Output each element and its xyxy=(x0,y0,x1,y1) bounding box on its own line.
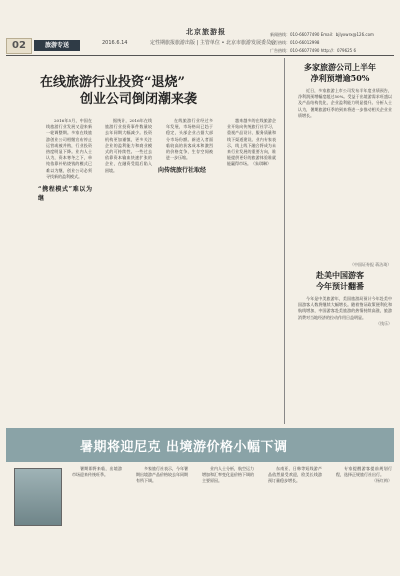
bottom-headline: 暑期将迎尼克 出境游价格小幅下调 xyxy=(80,440,288,455)
article-paragraph: 今年是中美旅游年，美国旅游局预计今年赴美中国游客人数将继续大幅增长。随着签证政策便利化和航线增加，中国游客赴美旅游的热情持续高涨，旅游消费对当地经济的拉动作用日益明显。 xyxy=(298,296,392,320)
masthead: 北京旅游报 xyxy=(186,28,226,36)
sponsor-line: 定性期旅报旅游出版 | 主管单位 • 北京市旅游发展委员会 xyxy=(150,40,276,46)
article-paragraph: 东南亚、日韩等短线游产品依然最受欢迎，欧美长线游预订量稳步增长。 xyxy=(268,466,322,484)
section-tab: 旅游专送 xyxy=(34,40,80,51)
side-headline xyxy=(290,62,390,84)
byline: （钱乐） xyxy=(376,320,392,326)
article-paragraph: 2016年5月，中国在线旅游行业发展又迎来新一轮调整期。多家在线旅游创业公司相继宣布停止运营或被并购，行业投资热度明显下降。业内人士认为，资本寒冬之下，单纯依靠补贴烧钱的模式已难以为继，创业公司必须寻找新的盈利模式。 xyxy=(46,118,92,179)
article-column xyxy=(158,118,213,424)
article-paragraph: 业内人士分析，航空运力增加和汇率变化是价格下调的主要原因。 xyxy=(202,466,254,484)
article-column xyxy=(260,466,322,572)
article-paragraph: 据统计，2016年在线旅游行业投资事件数量较去年同期大幅减少。投资机构更加谨慎，更多关注企业的盈利能力和商业模式的可持续性。一些过去依靠资本输血快速扩张的企业，在融资受阻后陷入困境。 xyxy=(105,118,152,173)
headline-line: 净利预增逾50% xyxy=(310,73,370,83)
byline: （杨红梅） xyxy=(372,478,392,484)
contact-line: 新闻热线：010-66077490 Email：bjlyxwrx@126.com xyxy=(270,32,374,37)
header-rule xyxy=(6,55,394,56)
article-paragraph: 多家旅行社表示，今年暑期出境游产品价格较去年同期有所下调。 xyxy=(136,466,188,484)
main-headline xyxy=(40,74,270,108)
article-column xyxy=(194,466,254,572)
headline-line: 多家旅游公司上半年 xyxy=(304,62,376,72)
contact-line: 发行热线：010-66012998 xyxy=(270,40,320,45)
article-paragraph: 暑期即将来临，出境游市场迎来传统旺季。 xyxy=(72,466,122,478)
article-column xyxy=(64,466,122,572)
side-headline xyxy=(290,270,390,292)
article-column xyxy=(38,118,92,424)
contact-info xyxy=(270,32,396,56)
article-paragraph: 专家提醒游客提前规划行程，选择正规旅行社出行。 xyxy=(336,466,392,478)
headline-line: 今年预计翻番 xyxy=(316,281,364,291)
issue-date: 2016.6.14 xyxy=(102,40,128,46)
column-divider xyxy=(284,58,285,424)
article-column xyxy=(97,118,152,424)
article-column xyxy=(128,466,188,572)
article-subhead: 向传统旅行社取经 xyxy=(158,167,207,175)
page-number: 02 xyxy=(6,38,32,54)
side-article xyxy=(290,296,392,424)
headline-line: 赴美中国游客 xyxy=(316,270,364,280)
byline: （中国证券报 蒋洁琦） xyxy=(350,262,392,267)
article-paragraph: 近日，多家旅游上市公司发布半年度业绩预告，净利润预增幅度超过50%。受益于出境游需求旺盛以及产品结构优化，企业盈利能力明显提升。分析人士认为，暑期旅游旺季的到来将进一步推动相关企业业绩增长。 xyxy=(298,88,392,118)
article-paragraph: 越来越多的在线旅游企业开始向传统旅行社学习，重视产品设计、服务质量和线下渠道建设。业内专家表示，线上线下融合将成为未来行业发展的重要方向，谁能提供更好的旅游体验谁就能赢得市场。（朱琪琳） xyxy=(227,118,276,167)
article-column xyxy=(219,118,276,424)
article-photo xyxy=(14,468,62,526)
article-column xyxy=(328,466,392,572)
article-subhead: “携程模式”难以为继 xyxy=(38,186,92,203)
article-paragraph: 在线旅游行业经过多年发展，市场格局已趋于稳定，头部企业占据大部分市场份额。新进入者面临较高的获客成本和激烈的价格竞争，生存空间被进一步压缩。 xyxy=(166,118,213,161)
side-article xyxy=(290,88,392,266)
headline-line: 在线旅游行业投资“退烧” xyxy=(40,75,185,90)
contact-line: 广告热线：010-66077490 http://：079625 6 xyxy=(270,48,357,53)
headline-line: 创业公司倒闭潮来袭 xyxy=(80,92,198,107)
